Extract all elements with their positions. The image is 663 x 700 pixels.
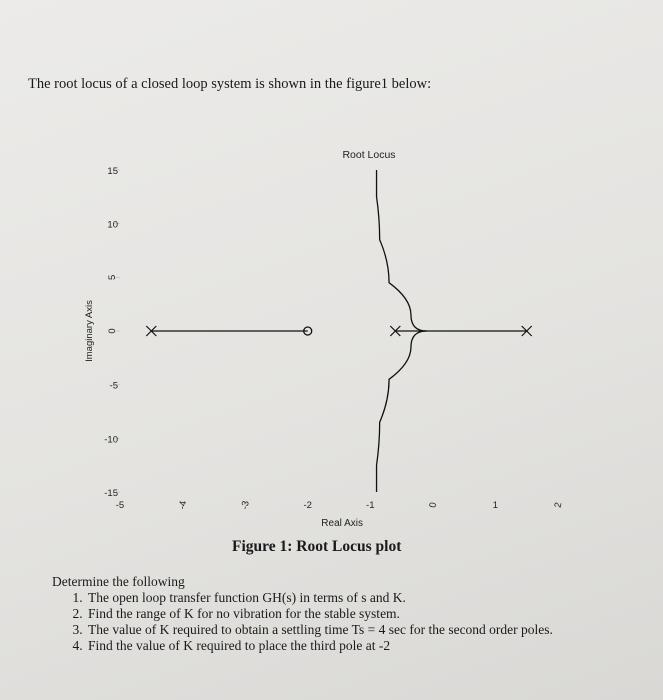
- x-tick-label: 0: [427, 501, 440, 509]
- x-tick-label: -3: [239, 499, 252, 511]
- locus-branch: [377, 170, 427, 331]
- y-tick-label: -10: [104, 434, 118, 446]
- y-axis-label: Imaginary Axis: [84, 300, 95, 362]
- figure-caption: Figure 1: Root Locus plot: [232, 538, 402, 555]
- x-tick-label: -1: [366, 500, 375, 511]
- question-item: 3. The value of K required to obtain a settling time Ts = 4 sec for the second order poles.: [86, 622, 652, 638]
- root-locus-svg: [78, 140, 598, 530]
- y-tick-label: 15: [107, 166, 118, 177]
- questions-block: [52, 574, 652, 654]
- root-locus-plot: [78, 140, 598, 530]
- question-item: 1. The open loop transfer function GH(s) in terms of s and K.: [86, 590, 652, 606]
- x-tick-label: -5: [115, 500, 125, 511]
- chart-title: Root Locus: [342, 149, 396, 161]
- x-tick-label: 2: [552, 501, 565, 509]
- y-tick-label: 10: [107, 219, 118, 231]
- y-tick-label: -5: [109, 380, 118, 392]
- questions-list: [52, 590, 652, 654]
- question-item: 2. Find the range of K for no vibration for the stable system.: [86, 606, 652, 622]
- y-tick-label: -15: [104, 488, 118, 499]
- y-tick-label: 0: [107, 328, 118, 334]
- locus-branch: [377, 331, 427, 492]
- intro-text: The root locus of a closed loop system is shown in the figure1 below:: [28, 76, 432, 92]
- x-tick-label: 1: [492, 500, 499, 511]
- question-item: 4. Find the value of K required to place the third pole at -2: [86, 638, 652, 654]
- x-tick-label: -4: [176, 499, 190, 511]
- x-tick-label: -2: [303, 500, 312, 511]
- x-axis-label: Real Axis: [321, 518, 363, 529]
- questions-heading: Determine the following: [52, 574, 185, 589]
- y-tick-label: 5: [107, 274, 118, 280]
